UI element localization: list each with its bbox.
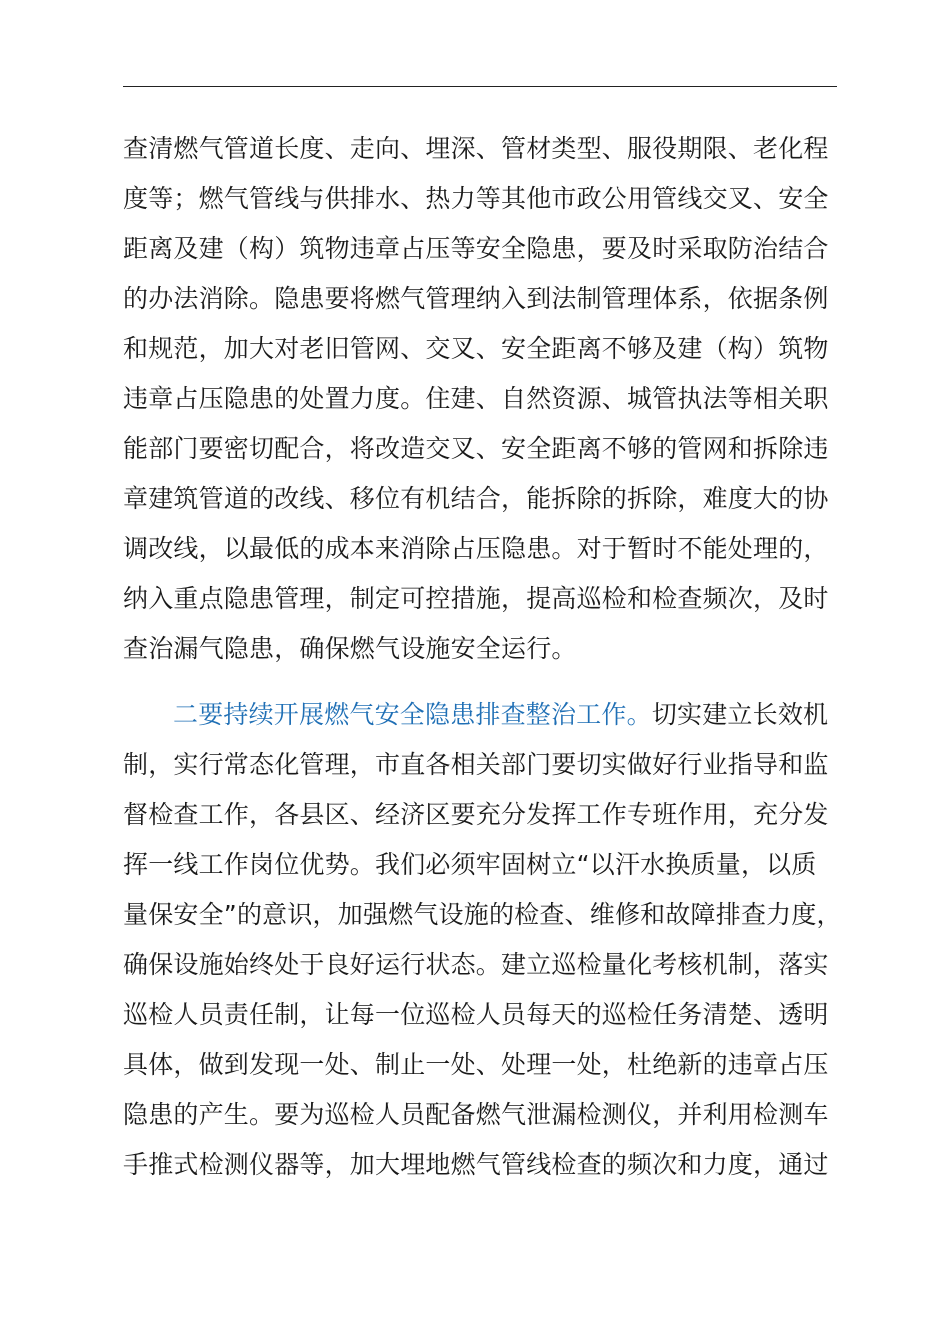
paragraph-1 — [123, 124, 863, 674]
text-line: 能部门要密切配合，将改造交叉、安全距离不够的管网和拆除违 — [123, 434, 829, 463]
text-line: 调改线，以最低的成本来消除占压隐患。对于暂时不能处理的， — [123, 534, 829, 563]
text-line: 量保安全”的意识，加强燃气设施的检查、维修和故障排查力度， — [123, 900, 842, 929]
text-line: 确保设施始终处于良好运行状态。建立巡检量化考核机制，落实 — [123, 950, 829, 979]
text-line: 章建筑管道的改线、移位有机结合，能拆除的拆除，难度大的协 — [123, 484, 829, 513]
text-line: 制，实行常态化管理，市直各相关部门要切实做好行业指导和监 — [123, 750, 829, 779]
text-line: 查清燃气管道长度、走向、埋深、管材类型、服役期限、老化程 — [123, 134, 829, 163]
section-heading: 二要持续开展燃气安全隐患排查整治工作。 — [173, 700, 652, 729]
text-line: 具体，做到发现一处、制止一处、处理一处，杜绝新的违章占压 — [123, 1050, 829, 1079]
text-line: 度等；燃气管线与供排水、热力等其他市政公用管线交叉、安全 — [123, 184, 829, 213]
paragraph-spacer — [123, 674, 863, 690]
header-rule — [123, 86, 837, 87]
text-line: 督检查工作，各县区、经济区要充分发挥工作专班作用，充分发 — [123, 800, 829, 829]
text-line: 和规范，加大对老旧管网、交叉、安全距离不够及建（构）筑物 — [123, 334, 829, 363]
text-line: 违章占压隐患的处置力度。住建、自然资源、城管执法等相关职 — [123, 384, 829, 413]
paragraph-2-first-line — [123, 690, 863, 740]
text-line: 手推式检测仪器等，加大埋地燃气管线检查的频次和力度，通过 — [123, 1150, 829, 1179]
text-line: 的办法消除。隐患要将燃气管理纳入到法制管理体系，依据条例 — [123, 284, 829, 313]
text-line: 挥一线工作岗位优势。我们必须牢固树立“以汗水换质量，以质 — [123, 850, 817, 879]
paragraph-2 — [123, 690, 863, 1190]
text-line: 距离及建（构）筑物违章占压等安全隐患，要及时采取防治结合 — [123, 234, 829, 263]
heading-line-rest: 切实建立长效机 — [651, 700, 829, 729]
document-body — [123, 124, 863, 1190]
text-line: 纳入重点隐患管理，制定可控措施，提高巡检和检查频次，及时 — [123, 584, 829, 613]
text-line: 巡检人员责任制，让每一位巡检人员每天的巡检任务清楚、透明 — [123, 1000, 829, 1029]
text-line: 隐患的产生。要为巡检人员配备燃气泄漏检测仪，并利用检测车 — [123, 1100, 829, 1129]
text-line: 查治漏气隐患，确保燃气设施安全运行。 — [123, 634, 577, 663]
